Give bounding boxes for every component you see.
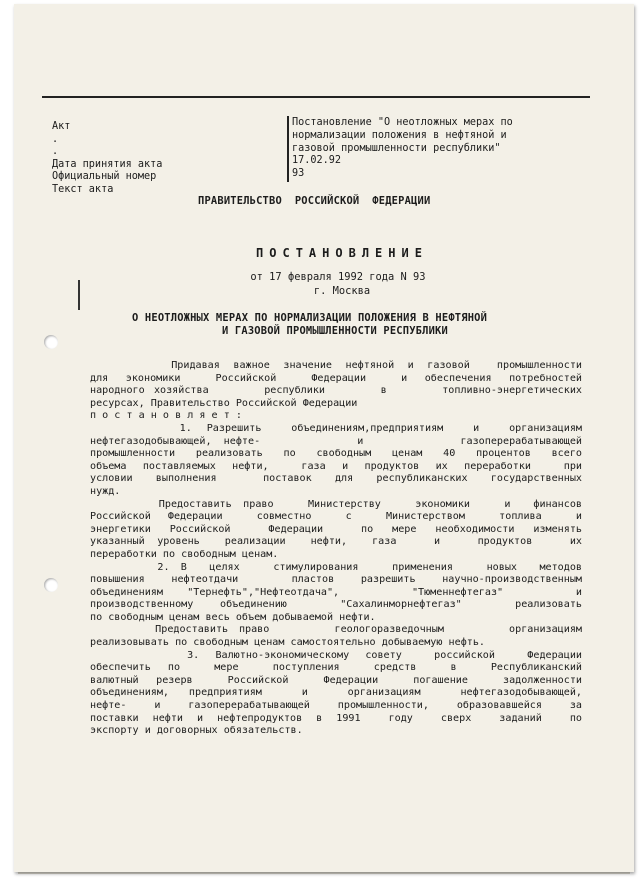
body-line: Придавая важное значение нефтяной и газовой промышленности — [90, 360, 582, 371]
issuer-heading: ПРАВИТЕЛЬСТВО РОССИЙСКОЙ ФЕДЕРАЦИИ — [198, 195, 431, 207]
label-act: Акт — [52, 121, 71, 132]
body-text — [90, 360, 582, 738]
act-title-line-3: газовой промышленности республики" — [292, 142, 501, 154]
margin-mark — [78, 280, 80, 310]
body-line: промышленности реализовать по свободным ценам 40 процентов всего — [90, 448, 582, 460]
body-line: обеспечить по мере поступления средств в Республиканский — [90, 662, 582, 674]
label-date: Дата принятия акта — [52, 158, 163, 170]
body-line: по свободным ценам весь объем добываемой нефти. — [90, 611, 376, 623]
body-line: энергетики Российской Федерации по мере необходимости изменять — [90, 523, 582, 535]
subject-line-2: И ГАЗОВОЙ ПРОМЫШЛЕННОСТИ РЕСПУБЛИКИ — [222, 325, 448, 337]
body-line: для экономики Российской Федерации и обеспечения потребностей — [90, 372, 582, 384]
body-line: указанный уровень реализации нефти, газа и продуктов их — [90, 536, 582, 548]
act-number: 93 — [292, 168, 305, 180]
header-column-divider — [287, 116, 289, 182]
body-line: Предоставить право геологоразведочным организациям — [90, 624, 582, 636]
body-line: экспорту и договорных обязательств. — [90, 725, 303, 737]
body-line: народного хозяйства республики в топливно-энергетических — [90, 385, 582, 397]
body-line: нефте- и газоперерабатывающей промышленности, образовавшейся за — [90, 700, 582, 712]
body-line: объединениям "Тернефть","Нефтеотдача", "Тюменнефтегаз" и — [90, 586, 582, 598]
body-line: ресурсах, Правительство Российской Федерации — [90, 397, 358, 409]
body-line: 2. В целях стимулирования применения новых методов — [90, 561, 582, 573]
body-line: нужд. — [90, 485, 121, 497]
city-line: г. Москва — [313, 285, 371, 297]
body-line: поставки нефти и нефтепродуктов в 1991 году сверх заданий по — [90, 712, 582, 724]
document-type: ПОСТАНОВЛЕНИЕ — [256, 246, 428, 260]
label-text: Текст акта — [52, 183, 114, 195]
body-line: валютный резерв Российской Федерации погашение задолженности — [90, 674, 582, 686]
body-line: объединениям, предприятиям и организациям нефтегазодобывающей, — [90, 687, 582, 699]
body-line: 3. Валютно-экономическому совету российской Федерации — [90, 649, 582, 661]
header-values — [292, 117, 513, 181]
label-number: Официальный номер — [52, 171, 157, 182]
punch-hole-bottom — [44, 578, 58, 592]
punch-hole-top — [44, 335, 58, 349]
header-rule — [42, 96, 590, 98]
body-line: повышения нефтеотдачи пластов разрешить научно-производственным — [90, 574, 582, 586]
body-line: условии выполнения поставок для республиканских государственных — [90, 473, 582, 485]
subject-line-1: О НЕОТЛОЖНЫХ МЕРАХ ПО НОРМАЛИЗАЦИИ ПОЛОЖЕНИЯ В НЕФТЯНОЙ — [132, 312, 488, 324]
body-line: переработки по свободным ценам. — [90, 548, 279, 560]
body-line: Российской Федерации совместно с Министерством топлива и — [90, 511, 582, 523]
body-line: п о с т а н о в л я е т : — [90, 410, 242, 422]
label-dot-2: . — [52, 146, 59, 157]
body-line: 1. Разрешить объединениям,предприятиям и организациям — [90, 422, 582, 434]
body-line: Предоставить право Министерству экономики и финансов — [90, 498, 582, 510]
body-line: объема поставляемых нефти, газа и продуктов их переработки при — [90, 460, 582, 472]
date-line: от 17 февраля 1992 года N 93 — [250, 271, 426, 283]
body-line: нефтегазодобывающей, нефте- и газоперерабатывающей — [90, 435, 582, 447]
body-line: реализовывать по свободным ценам самостоятельно добываемую нефть. — [90, 637, 486, 649]
label-dot-1: . — [52, 133, 59, 145]
act-date: 17.02.92 — [292, 155, 342, 167]
act-title-line-1: Постановление "О неотложных мерах по — [292, 117, 513, 128]
header-labels — [52, 121, 162, 196]
act-title-line-2: нормализации положения в нефтяной и — [292, 129, 507, 141]
body-line: производственному объединению "Сахалинморнефтегаз" реализовать — [90, 599, 582, 611]
